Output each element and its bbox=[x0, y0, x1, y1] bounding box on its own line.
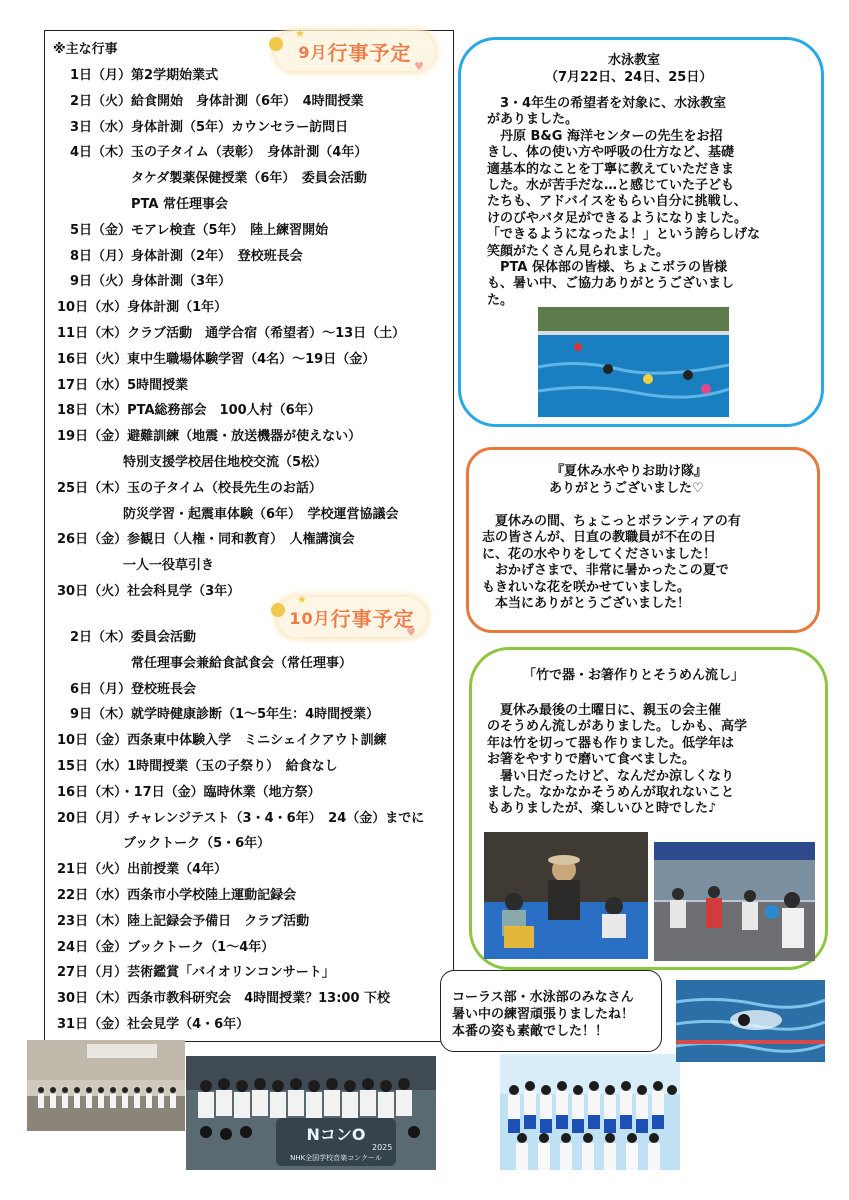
event-item: 防災学習・起震車体験（6年） 学校運営協議会 bbox=[123, 506, 399, 522]
watering-text-line: もきれいな花を咲かせていました。 bbox=[482, 579, 691, 595]
event-item: PTA 常任理事会 bbox=[131, 197, 228, 212]
event-item: 8日（月）身体計測（2年） 登校班長会 bbox=[70, 248, 303, 264]
star-icon: ★ bbox=[295, 27, 306, 40]
swim-dates: （7月22日、24日、25日） bbox=[545, 70, 713, 85]
bamboo-text-line: ました。なかなかそうめんが取れないこと bbox=[487, 785, 735, 800]
event-item: 3日（水）身体計測（5年）カウンセラー訪問日 bbox=[70, 119, 349, 135]
event-item: 15日（水）1時間授業（玉の子祭り） 給食なし bbox=[57, 759, 338, 774]
contest-year: 2025 bbox=[372, 1143, 393, 1152]
schedule-heading: ※主な行事 bbox=[53, 42, 118, 57]
event-item: 特別支援学校居住地校交流（5松） bbox=[123, 455, 328, 470]
schedule-box bbox=[44, 27, 454, 1042]
bamboo-text-line: もありましたが、楽しいひと時でした♪ bbox=[487, 801, 717, 817]
swimming-race-photo bbox=[676, 980, 825, 1062]
watering-text-line: 本当にありがとうございました！ bbox=[482, 596, 691, 611]
october-banner: ★ 10月 行事予定 ♥ bbox=[277, 597, 427, 637]
event-item: 30日（木）西条市教科研究会 4時間授業？13:00 下校 bbox=[57, 991, 391, 1007]
bamboo-text-line: お箸をやすりで磨いて食べました。 bbox=[487, 752, 696, 768]
swim-text-line: がありました。 bbox=[487, 112, 579, 128]
watering-text-line: 志の皆さんが、日直の教職員が不在の日 bbox=[482, 530, 717, 546]
swim-title: 水泳教室 bbox=[608, 53, 661, 68]
event-item: ブックトーク（5・6年） bbox=[123, 836, 271, 852]
swim-text-line: 笑顔がたくさん見られました。 bbox=[487, 243, 670, 259]
bamboo-photo-right bbox=[654, 842, 815, 961]
swim-text-line: 丹原 B&G 海洋センターの先生をお招 bbox=[487, 128, 723, 144]
swim-team-photo bbox=[500, 1054, 680, 1170]
event-item: 22日（水）西条市小学校陸上運動記録会 bbox=[57, 888, 297, 903]
event-item: 27日（月）芸術鑑賞「バイオリンコンサート」 bbox=[57, 965, 335, 981]
event-item: 20日（月）チャレンジテスト（3・4・6年） 24（金）までに bbox=[57, 810, 425, 826]
event-item: 30日（火）社会科見学（3年） bbox=[57, 584, 241, 599]
event-item: 25日（木）玉の子タイム（校長先生のお話） bbox=[57, 480, 322, 496]
event-item: 4日（木）玉の子タイム（表彰） 身体計測（4年） bbox=[70, 145, 368, 161]
event-item: 2日（木）委員会活動 bbox=[70, 630, 197, 645]
watering-text-line: 夏休みの間、ちょこっとボランティアの有 bbox=[482, 514, 741, 529]
watering-title: 『夏休み水やりお助け隊』 bbox=[551, 464, 708, 479]
event-item: 9日（木）就学時健康診断（1～5年生：4時間授業） bbox=[70, 707, 380, 723]
event-item: 16日（火）東中生職場体験学習（4名）～19日（金） bbox=[57, 351, 376, 367]
chorus-group-photo bbox=[186, 1056, 436, 1170]
event-item: タケダ製薬保健授業（6年） 委員会活動 bbox=[131, 171, 367, 187]
swim-text-line: 適基本的なことを丁寧に教えていただきま bbox=[487, 161, 735, 177]
swim-text-line: た。 bbox=[487, 292, 514, 308]
event-item: 24日（金）ブックトーク（1～4年） bbox=[57, 939, 275, 955]
moon-icon bbox=[269, 37, 283, 51]
event-item: 16日（木）・17日（金）臨時休業（地方祭） bbox=[57, 784, 321, 800]
swim-text-line: した。水が苦手だな…と感じていた子ども bbox=[487, 178, 735, 193]
heart-icon: ♥ bbox=[406, 626, 417, 639]
event-item: 1日（月）第2学期始業式 bbox=[70, 68, 219, 83]
swim-text-line: 3・4年生の希望者を対象に、水泳教室 bbox=[487, 96, 727, 111]
swim-text-line: PTA 保体部の皆様、ちょこボラの皆様 bbox=[487, 260, 727, 275]
september-banner: ★ 9月 行事予定 ♥ bbox=[275, 31, 435, 71]
event-item: 10日（水）身体計測（1年） bbox=[57, 300, 228, 316]
swim-text-line: たちも、アドバイスをもらい自分に挑戦し、 bbox=[487, 194, 747, 210]
event-item: 23日（木）陸上記録会予備日 クラブ活動 bbox=[57, 913, 310, 929]
contest-logo: NコンO bbox=[306, 1125, 366, 1144]
event-item: 26日（金）参観日（人権・同和教育） 人権講演会 bbox=[57, 532, 355, 548]
event-item: 6日（月）登校班長会 bbox=[70, 681, 197, 697]
watering-subtitle: ありがとうございました♡ bbox=[549, 481, 704, 496]
swim-text-line: 「できるようになったよ！」という誇らしげな bbox=[487, 227, 761, 243]
event-item: 9日（火）身体計測（3年） bbox=[70, 274, 232, 290]
star-icon: ★ bbox=[297, 593, 308, 606]
heart-icon: ♥ bbox=[414, 60, 425, 73]
event-item: 18日（木）PTA総務部会 100人村（6年） bbox=[57, 403, 321, 419]
watering-text-line: おかげさまで、非常に暑かったこの夏で bbox=[482, 563, 729, 579]
event-item: 11日（木）クラブ活動 通学合宿（希望者）～13日（土） bbox=[57, 326, 406, 341]
event-item: 10日（金）西条東中体験入学 ミニシェイクアウト訓練 bbox=[57, 733, 387, 749]
bamboo-photo-left bbox=[484, 832, 648, 959]
bamboo-text-line: 夏休み最後の土曜日に、親玉の会主催 bbox=[487, 703, 722, 718]
bamboo-title: 「竹で器・お箸作りとそうめん流し」 bbox=[523, 668, 745, 683]
chorus-text-line: 本番の姿も素敵でした！！ bbox=[452, 1024, 609, 1039]
event-item: 31日（金）社会見学（4・6年） bbox=[57, 1017, 250, 1032]
event-item: 常任理事会兼給食試食会（常任理事） bbox=[131, 655, 353, 671]
chorus-text-line: 暑い中の練習頑張りましたね！ bbox=[452, 1007, 635, 1022]
swim-text-line: けのびやバタ足ができるようになりました。 bbox=[487, 210, 748, 226]
bamboo-text-line: 年は竹を切って器も作りました。低学年は bbox=[487, 735, 735, 751]
event-item: 一人一役草引き bbox=[123, 558, 215, 574]
event-item: 19日（金）避難訓練（地震・放送機器が使えない） bbox=[57, 429, 362, 445]
swim-photo bbox=[538, 307, 729, 417]
event-item: 17日（水）5時間授業 bbox=[57, 377, 189, 393]
moon-icon bbox=[271, 603, 285, 617]
chorus-stage-photo bbox=[27, 1040, 185, 1131]
bamboo-text-line: 暑い日だったけど、なんだか涼しくなり bbox=[487, 768, 735, 784]
watering-text-line: に、花の水やりをしてくださいました！ bbox=[482, 546, 717, 562]
chorus-text-line: コーラス部・水泳部のみなさん bbox=[452, 990, 634, 1005]
bamboo-text-line: のそうめん流しがありました。しかも、高学 bbox=[487, 719, 748, 735]
contest-name: NHK全国学校音楽コンクール bbox=[290, 1154, 382, 1162]
swim-text-line: きし、体の使い方や呼吸の仕方など、基礎 bbox=[487, 145, 735, 161]
event-item: 2日（火）給食開始 身体計測（6年） 4時間授業 bbox=[70, 93, 364, 109]
event-item: 21日（火）出前授業（4年） bbox=[57, 862, 228, 878]
event-item: 5日（金）モアレ検査（5年） 陸上練習開始 bbox=[70, 222, 329, 238]
swim-text-line: も、暑い中、ご協力ありがとうございまし bbox=[487, 276, 735, 292]
